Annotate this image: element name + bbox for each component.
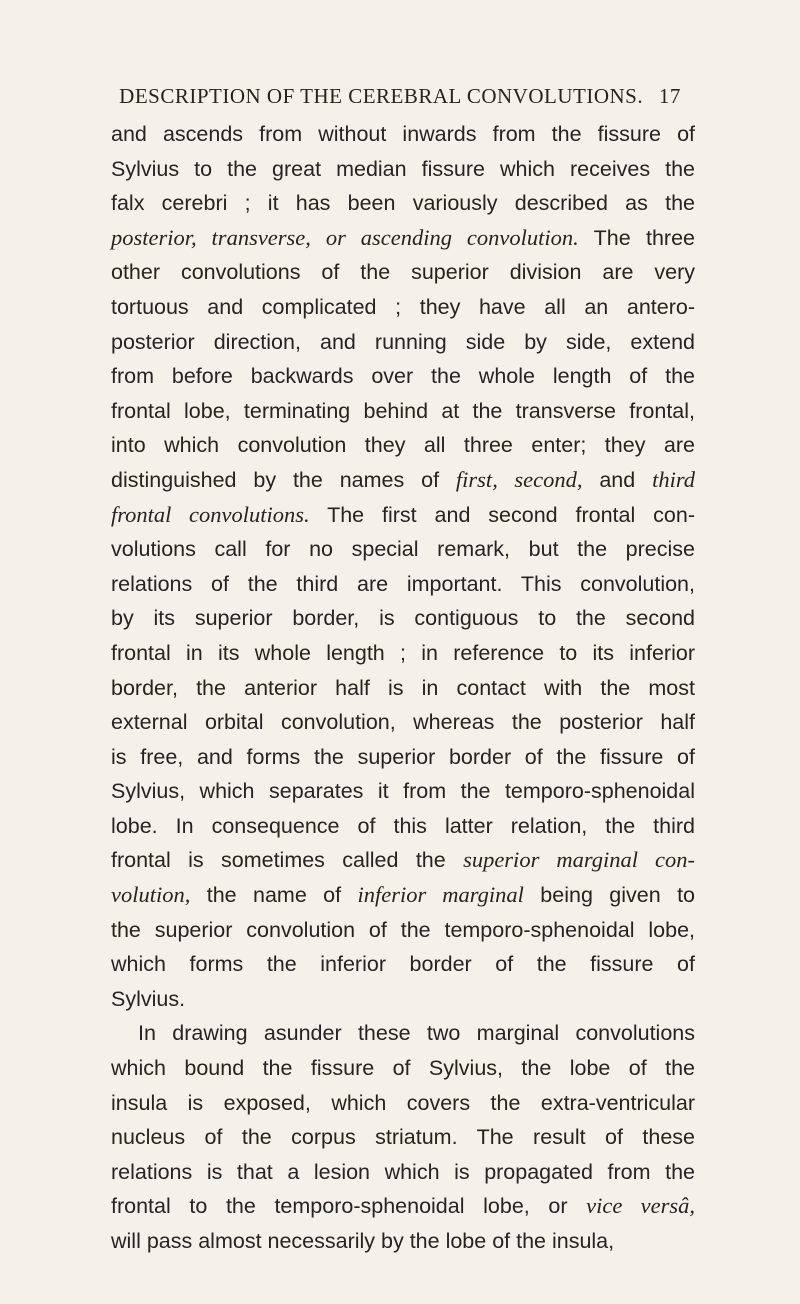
text-line <box>111 843 695 878</box>
text-line <box>111 1051 695 1086</box>
text-line <box>111 394 695 429</box>
text-segment: frontal is sometimes called the <box>111 848 464 873</box>
text-line <box>111 774 695 809</box>
text-line <box>111 463 695 498</box>
text-segment: and ascends from without inwards from the fissure of <box>111 122 695 146</box>
text-segment: from before backwards over the whole length of the <box>111 364 695 389</box>
text-segment: frontal lobe, terminating behind at the transverse frontal, <box>111 398 695 423</box>
text-segment: In drawing asunder these two marginal convolutions <box>138 1021 695 1046</box>
text-segment: posterior direction, and running side by side, extend <box>111 329 695 354</box>
text-line <box>111 671 695 706</box>
text-segment: lobe. In consequence of this latter relation, the third <box>111 813 695 838</box>
italic-term: inferior marginal <box>357 882 524 908</box>
text-line <box>111 878 695 913</box>
italic-term: volution, <box>111 882 191 908</box>
text-segment: border, the anterior half is in contact with the most <box>111 675 695 700</box>
text-line <box>111 359 695 394</box>
running-header <box>0 84 800 109</box>
text-segment: nucleus of the corpus striatum. The result of these <box>111 1125 695 1150</box>
text-line <box>111 567 695 602</box>
text-segment: The three <box>578 225 695 250</box>
text-segment: and <box>582 467 653 492</box>
text-line <box>111 1224 695 1259</box>
text-line <box>111 186 695 221</box>
text-segment: relations is that a lesion which is propagated from the <box>111 1159 695 1184</box>
text-line <box>111 1016 695 1051</box>
text-segment: will pass almost necessarily by the lobe of the insula, <box>111 1229 615 1253</box>
text-line <box>111 1086 695 1121</box>
text-line <box>111 601 695 636</box>
italic-term: third <box>652 466 696 492</box>
text-line <box>111 740 695 775</box>
italic-term: first, second, <box>455 466 583 492</box>
text-segment: tortuous and complicated ; they have all an antero- <box>111 294 695 319</box>
text-segment: insula is exposed, which covers the extra-ventricular <box>111 1090 695 1115</box>
text-segment: frontal in its whole length ; in reference to its inferior <box>111 640 695 665</box>
body-text <box>111 117 695 1259</box>
text-segment: the name of <box>190 883 358 908</box>
header-title: DESCRIPTION OF THE CEREBRAL CONVOLUTIONS. <box>119 84 644 108</box>
italic-term: vice versâ, <box>586 1193 695 1219</box>
text-line <box>111 1120 695 1155</box>
text-line <box>111 325 695 360</box>
text-segment: frontal to the temporo-sphenoidal lobe, or <box>111 1194 587 1219</box>
text-line <box>111 290 695 325</box>
text-line <box>111 947 695 982</box>
text-segment: falx cerebri ; it has been variously described as the <box>111 191 695 216</box>
text-line <box>111 532 695 567</box>
text-line <box>111 428 695 463</box>
text-segment: being given to <box>523 883 695 908</box>
text-segment: distinguished by the names of <box>111 467 456 492</box>
text-segment: into which convolution they all three enter; they are <box>111 433 695 458</box>
text-segment: The first and second frontal con- <box>309 502 695 527</box>
text-segment: Sylvius to the great median fissure which receives the <box>111 156 695 181</box>
text-line <box>111 913 695 948</box>
italic-term: posterior, transverse, or ascending convolution. <box>111 224 579 250</box>
text-segment: Sylvius. <box>111 986 186 1011</box>
italic-term: frontal convolutions. <box>111 501 310 527</box>
text-segment: external orbital convolution, whereas the posterior half <box>111 710 695 735</box>
text-line <box>111 255 695 290</box>
text-line <box>111 1189 695 1224</box>
text-segment: which bound the fissure of Sylvius, the lobe of the <box>111 1056 695 1081</box>
text-segment: by its superior border, is contiguous to the second <box>111 606 695 631</box>
text-line <box>111 221 695 256</box>
text-line <box>111 982 695 1017</box>
text-segment: volutions call for no special remark, but the precise <box>111 537 695 562</box>
italic-term: superior marginal con- <box>463 847 695 873</box>
text-segment: other convolutions of the superior division are very <box>111 260 695 285</box>
text-line <box>111 705 695 740</box>
text-segment: relations of the third are important. This convolution, <box>111 571 695 596</box>
text-line <box>111 498 695 533</box>
text-line <box>111 1155 695 1190</box>
text-segment: is free, and forms the superior border of the fissure of <box>111 744 695 769</box>
text-segment: which forms the inferior border of the fissure of <box>111 952 695 977</box>
text-segment: the superior convolution of the temporo-sphenoidal lobe, <box>111 917 695 942</box>
text-line <box>111 636 695 671</box>
text-line <box>111 152 695 187</box>
page-number: 17 <box>658 84 681 108</box>
text-line <box>111 809 695 844</box>
text-segment: Sylvius, which separates it from the temporo-sphenoidal <box>111 779 695 804</box>
text-line <box>111 117 695 152</box>
